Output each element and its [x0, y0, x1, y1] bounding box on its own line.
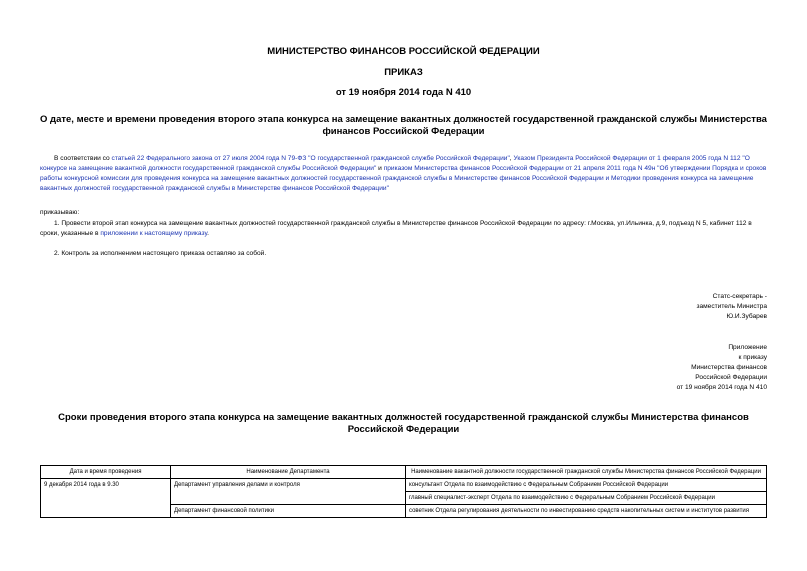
- cell-date: 9 декабря 2014 года в 9.30: [41, 479, 171, 518]
- preamble-paragraph: [40, 154, 767, 194]
- header-date: Дата и время проведения: [41, 466, 171, 479]
- doc-date-heading: от 19 ноября 2014 года N 410: [335, 87, 472, 98]
- schedule-table: [40, 465, 767, 518]
- ministry-heading: МИНИСТЕРСТВО ФИНАНСОВ РОССИЙСКОЙ ФЕДЕРАЦИИ: [267, 46, 540, 57]
- item-1-end: .: [207, 230, 209, 237]
- law-79fz-link[interactable]: статьей 22 Федерального закона от 27 июля 2004 года N 79-ФЗ "О государственной гражданской службе Российской Федерации": [111, 155, 510, 162]
- appendix-link[interactable]: приложении к настоящему приказу: [100, 230, 208, 237]
- cell-position: консультант Отдела по взаимодействию с Федеральным Собранием Российской Федерации: [406, 479, 767, 492]
- appendix-line-2: к приказу: [738, 354, 767, 361]
- appendix-line-4: Российской Федерации: [695, 374, 767, 381]
- order-word: приказываю:: [40, 209, 80, 216]
- header-department: Наименование Департамента: [171, 466, 406, 479]
- preamble-text-2: ,: [509, 155, 514, 162]
- cell-department: Департамент управления делами и контроля: [171, 479, 406, 505]
- table-header-row: [41, 466, 767, 479]
- appendix-title: Сроки проведения второго этапа конкурса на замещение вакантных должностей государственной гражданской службы Министерства финансов Российской Федерации: [58, 412, 749, 435]
- signature-line-3: Ю.И.Зубарев: [726, 313, 767, 320]
- signature-line-1: Статс-секретарь -: [712, 293, 767, 300]
- item-2-paragraph: 2. Контроль за исполнением настоящего приказа оставляю за собой.: [54, 250, 267, 257]
- order-title: О дате, месте и времени проведения второго этапа конкурса на замещение вакантных должностей государственной гражданской службы Министерства финансов Российской Федерации: [40, 114, 767, 137]
- item-1-text: 1. Провести второй этап конкурса на замещение вакантных должностей государственной гражданской службы в Министерстве финансов Российской Федерации по адресу: г.Москва, ул.Ильинка, д.9, подъезд N 5, кабинет 112 в сроки, указанные в: [40, 220, 752, 237]
- decree-112-link[interactable]: Указом Президента Российской Федерации от 1 февраля 2005 года N 112 "О конкурсе на замещение вакантной должности государственной гражданской службы Российской Федерации": [40, 155, 750, 172]
- signature-block: [696, 292, 767, 322]
- appendix-line-3: Министерства финансов: [691, 364, 767, 371]
- doc-type-heading: ПРИКАЗ: [384, 67, 423, 78]
- cell-position: советник Отдела регулирования деятельности по инвестированию средств накопительных систем и институтов развития: [406, 505, 767, 518]
- cell-position: главный специалист-эксперт Отдела по взаимодействию с Федеральным Собранием Российской Федерации: [406, 492, 767, 505]
- preamble-text-3: и: [376, 165, 384, 172]
- signature-line-2: заместитель Министра: [696, 303, 767, 310]
- appendix-block: [677, 343, 767, 393]
- appendix-line-1: Приложение: [728, 344, 767, 351]
- appendix-line-5: от 19 ноября 2014 года N 410: [676, 384, 767, 391]
- cell-department: Департамент финансовой политики: [171, 505, 406, 518]
- table-row: [41, 479, 767, 492]
- item-1-paragraph: [40, 219, 767, 239]
- order-49n-link[interactable]: приказом Министерства финансов Российской Федерации от 21 апреля 2011 года N 49н "Об утверждении Порядка и сроков работы конкурсной комиссии для проведения конкурса на замещение вакантных должностей государственной гражданской службы в Министерстве финансов Российской Федерации и Методики проведения конкурса на замещение вакантных должностей государственной гражданской службы в Министерстве финансов Российской Федерации": [40, 165, 767, 192]
- preamble-text-1: В соответствии со: [54, 155, 112, 162]
- header-position: Наименование вакантной должности государственной гражданской службы Министерства финансов Российской Федерации: [406, 466, 767, 479]
